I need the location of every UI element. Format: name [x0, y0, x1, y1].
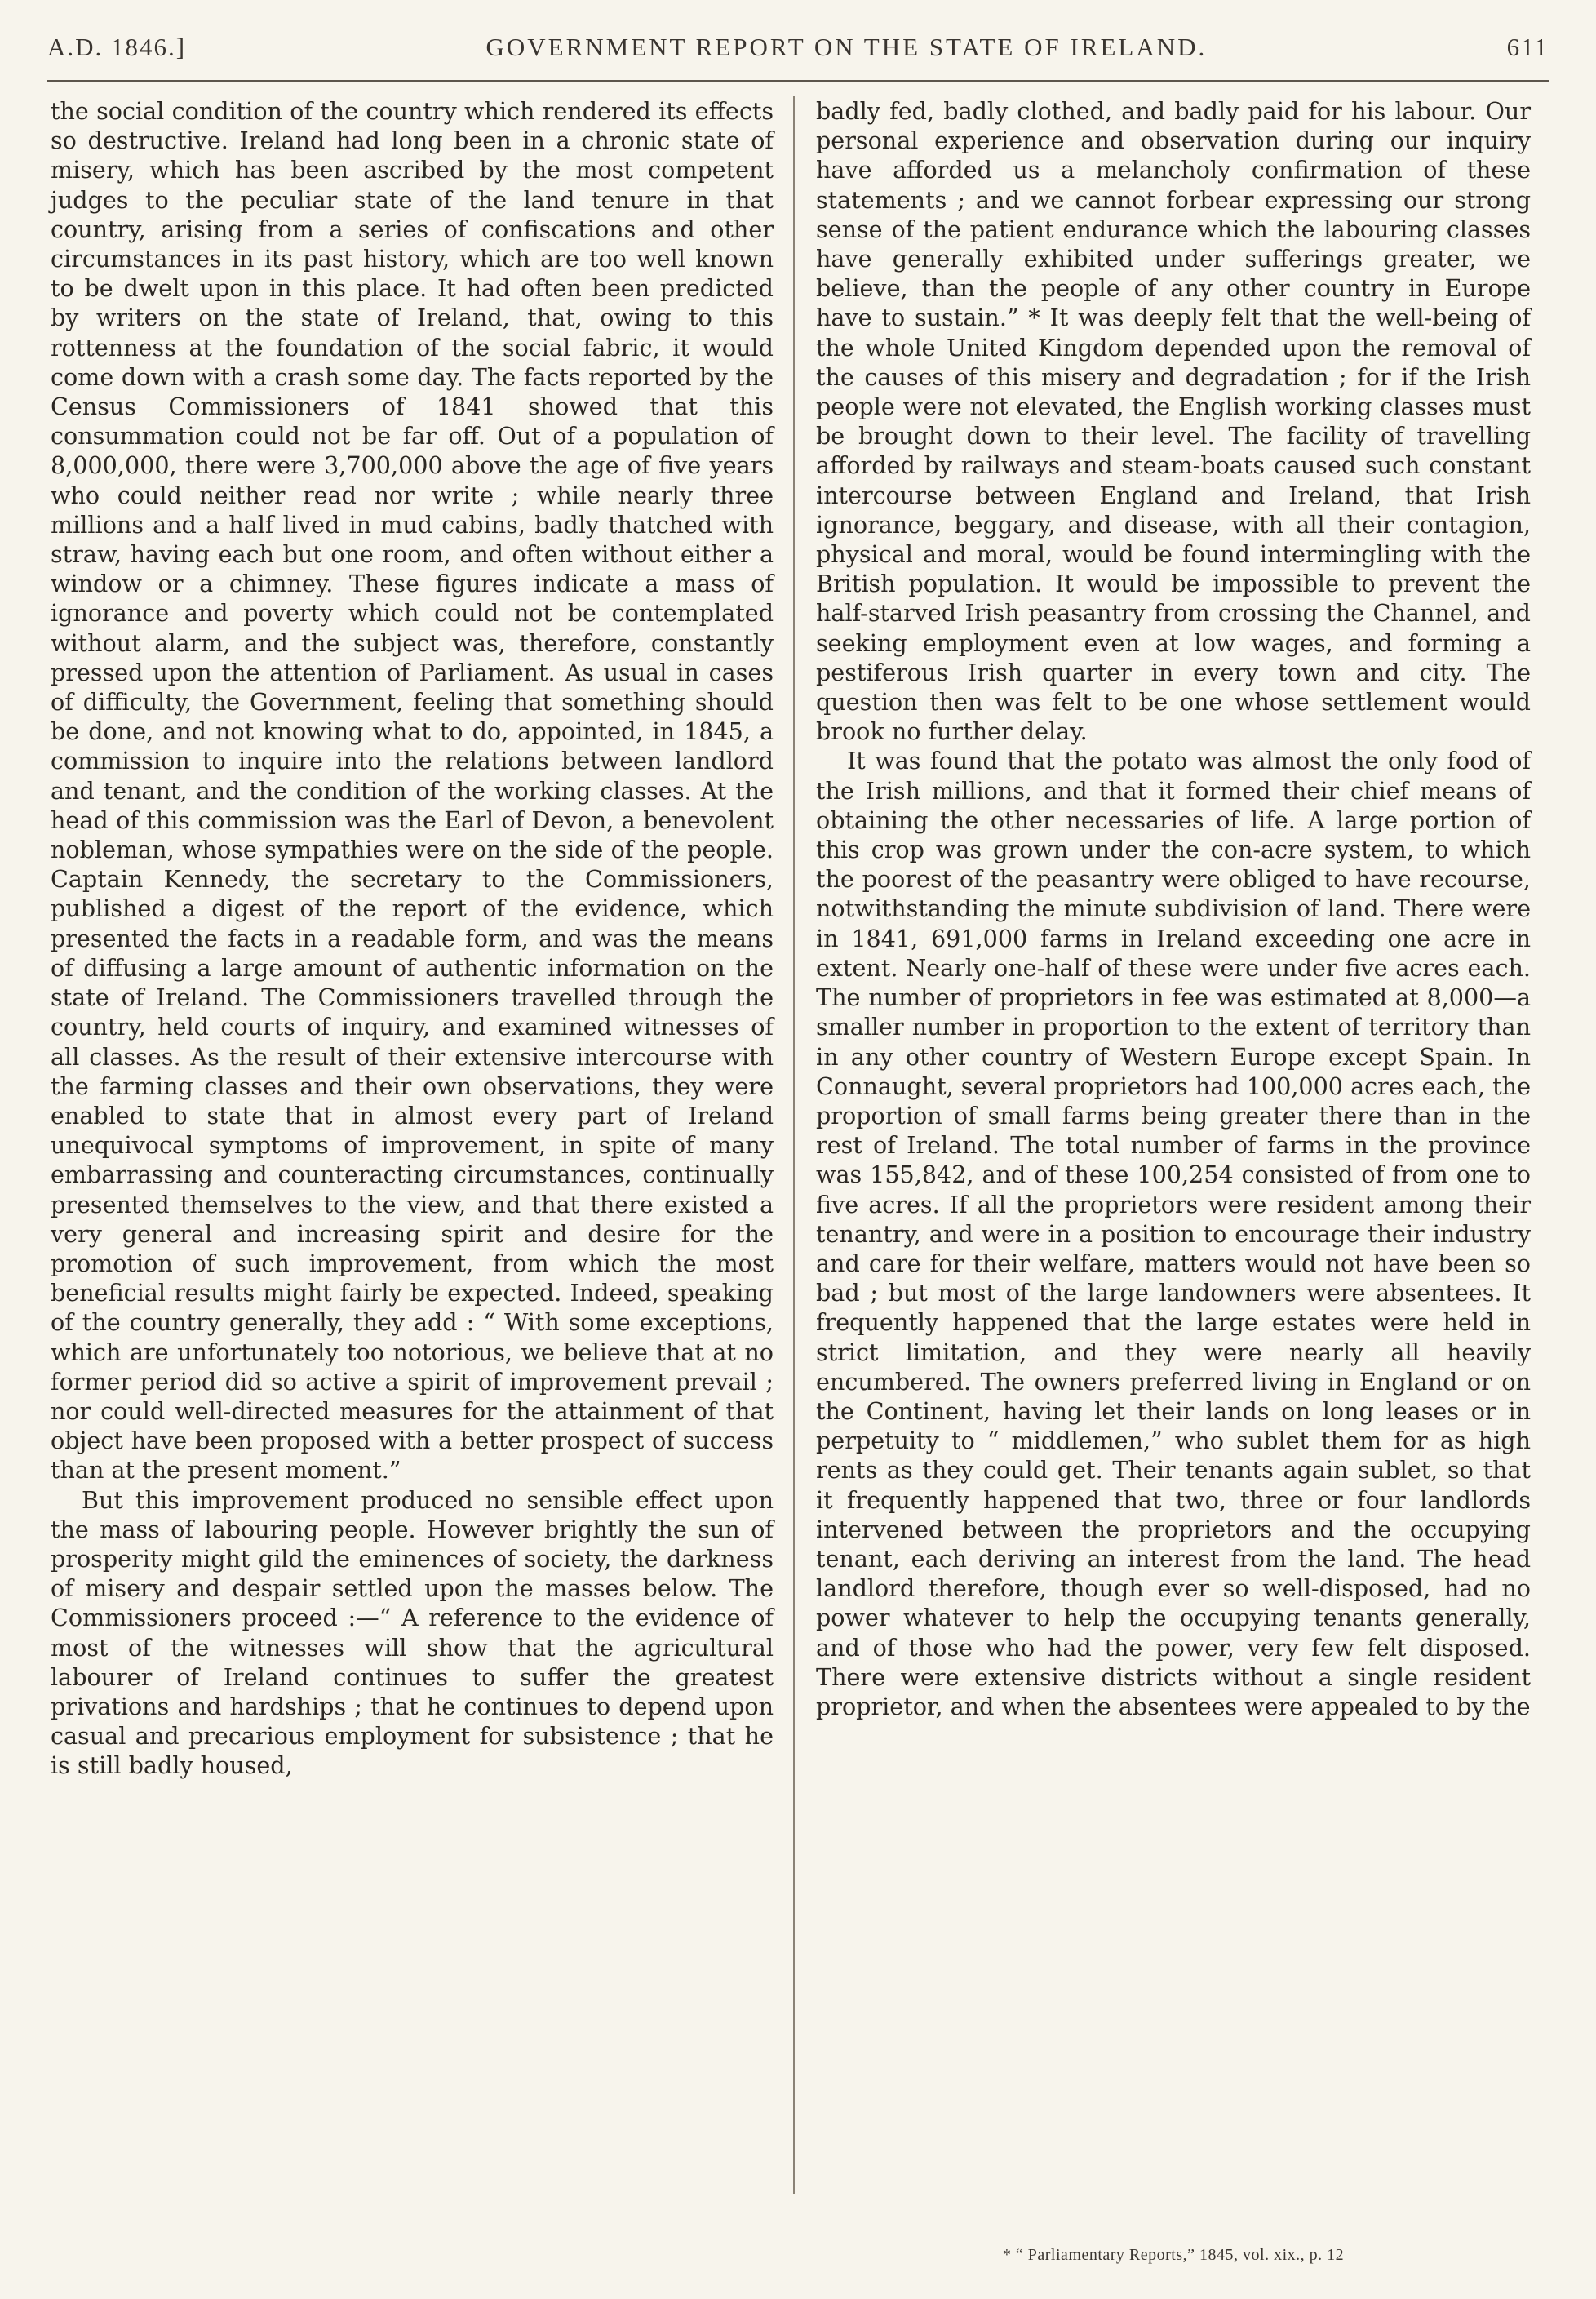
paragraph: the social condition of the country which rendered its effects so destructive. Ireland had long been in a chronic state of misery, which has been ascribed by the most competent judges to the peculiar state of the land tenure in that country, arising from a series of confiscations and other circumstances in its past history, which are too well known to be dwelt upon in this place. It had often been predicted by writers on the state of Ireland, that, owing to this rottenness at the foundation of the social fabric, it would come down with a crash some day. The facts reported by the Census Commissioners of 1841 showed that this consummation could not be far off. Out of a population of 8,000,000, there were 3,700,000 above the age of five years who could neither read nor write ; while nearly three millions and a half lived in mud cabins, badly thatched with straw, having each but one room, and often without either a window or a chimney. These figures indicate a mass of ignorance and poverty which could not be contemplated without alarm, and the subject was, therefore, constantly pressed upon the attention of Parliament. As usual in cases of difficulty, the Government, feeling that something should be done, and not knowing what to do, appointed, in 1845, a commission to inquire into the relations between landlord and tenant, and the condition of the working classes. At the head of this commission was the Earl of Devon, a benevolent nobleman, whose sympathies were on the side of the people. Captain Kennedy, the secretary to the Commissioners, published a digest of the report of the evidence, which presented the facts in a readable form, and was the means of diffusing a large amount of authentic information on the state of Ireland. The Commissioners travelled through the country, held courts of inquiry, and examined witnesses of all classes. As the result of their extensive intercourse with the farming classes and their own observations, they were enabled to state that in almost every part of Ireland unequivocal symptoms of improvement, in spite of many embarrassing and counteracting circumstances, continually presented themselves to the view, and that there existed a very general and increasing spirit and desire for the promotion of such improvement, from which the most beneficial results might fairly be expected. Indeed, speaking of the country generally, they add : “ With some exceptions, which are unfortunately too notorious, we believe that at no former period did so active a spirit of improvement prevail ; nor could well-directed measures for the attainment of that object have been proposed with a better prospect of success than at the present moment.”	[51, 97, 774, 1485]
paragraph: But this improvement produced no sensible effect upon the mass of labouring people. However brightly the sun of prosperity might gild the eminences of society, the darkness of misery and despair settled upon the masses below. The Commissioners proceed :—“ A reference to the evidence of most of the witnesses will show that the agricultural labourer of Ireland continues to suffer the greatest privations and hardships ; that he continues to depend upon casual and precarious employment for subsistence ; that he is still badly housed,	[51, 1485, 774, 1780]
paragraph: badly fed, badly clothed, and badly paid for his labour. Our personal experience and observation during our inquiry have afforded us a melancholy confirmation of these statements ; and we cannot forbear expressing our strong sense of the patient endurance which the labouring classes have generally exhibited under sufferings greater, we believe, than the people of any other country in Europe have to sustain.” * It was deeply felt that the well-being of the whole United Kingdom depended upon the removal of the causes of this misery and degradation ; for if the Irish people were not elevated, the English working classes must be brought down to their level. The facility of travelling afforded by railways and steam-boats caused such constant intercourse between England and Ireland, that Irish ignorance, beggary, and disease, with all their contagion, physical and moral, would be found intermingling with the British population. It would be impossible to prevent the half-starved Irish peasantry from crossing the Channel, and seeking employment even at low wages, and forming a pestiferous Irish quarter in every town and city. The question then was felt to be one whose settlement would brook no further delay.	[816, 97, 1531, 746]
header-date: A.D. 1846.]	[47, 33, 187, 61]
header-title: GOVERNMENT REPORT ON THE STATE OF IRELAND.	[485, 33, 1208, 61]
footnote: * “ Parliamentary Reports,” 1845, vol. xix., p. 12	[1002, 2246, 1345, 2264]
left-column	[51, 96, 774, 1781]
column-divider	[793, 96, 795, 2194]
page-number: 611	[1506, 33, 1549, 61]
right-column	[816, 96, 1531, 1721]
paragraph: It was found that the potato was almost the only food of the Irish millions, and that it formed their chief means of obtaining the other necessaries of life. A large portion of this crop was grown under the con-acre system, to which the poorest of the peasantry were obliged to have recourse, notwithstanding the minute subdivision of land. There were in 1841, 691,000 farms in Ireland exceeding one acre in extent. Nearly one-half of these were under five acres each. The number of proprietors in fee was estimated at 8,000—a smaller number in proportion to the extent of territory than in any other country of Western Europe except Spain. In Connaught, several proprietors had 100,000 acres each, the proportion of small farms being greater there than in the rest of Ireland. The total number of farms in the province was 155,842, and of these 100,254 consisted of from one to five acres. If all the proprietors were resident among their tenantry, and were in a position to encourage their industry and care for their welfare, matters would not have been so bad ; but most of the large landowners were absentees. It frequently happened that the large estates were held in strict limitation, and they were nearly all heavily encumbered. The owners preferred living in England or on the Continent, having let their lands on long leases or in perpetuity to “ middlemen,” who sublet them for as high rents as they could get. Their tenants again sublet, so that it frequently happened that two, three or four landlords intervened between the proprietors and the occupying tenant, each deriving an interest from the land. The head landlord therefore, though ever so well-disposed, had no power whatever to help the occupying tenants generally, and of those who had the power, very few felt disposed. There were extensive districts without a single resident proprietor, and when the absentees were appealed to by the	[816, 747, 1531, 1720]
running-header	[47, 33, 1549, 82]
